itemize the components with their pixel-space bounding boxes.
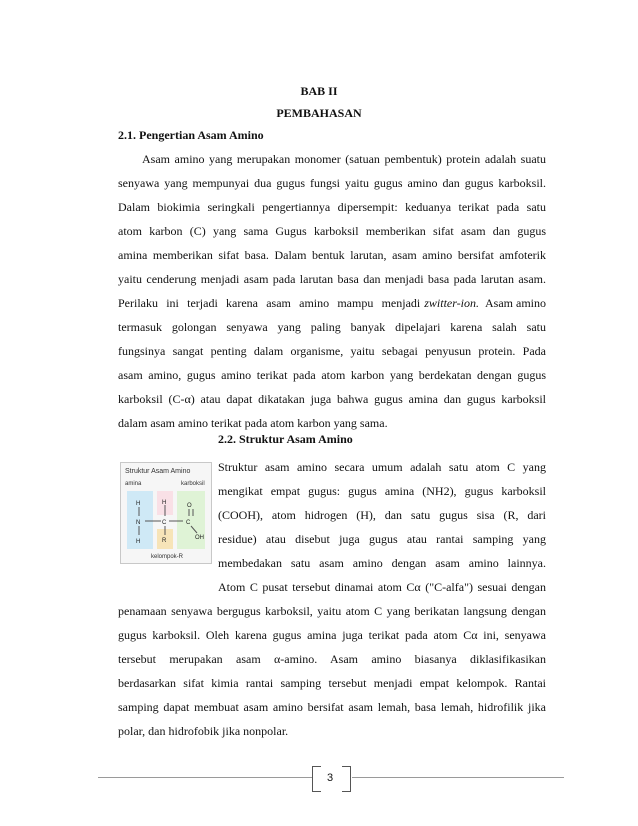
- label-kelompok-r: kelompok-R: [151, 554, 184, 560]
- s1-line-8: termasuk golongan senyawa yang paling banyak dipelajari karena salah satu: [118, 320, 546, 334]
- s1-line-3: Dalam biokimia seringkali pengertiannya dipersempit: keduanya terikat pada satu: [118, 200, 546, 214]
- s1-line-1: Asam amino yang merupakan monomer (satuan pembentuk) protein adalah suatu: [142, 152, 546, 166]
- atom-oh: OH: [195, 535, 204, 541]
- atom-h-bottom: H: [136, 539, 141, 545]
- atom-c-carboxyl: C: [186, 520, 191, 526]
- footer-rule-right: [352, 777, 564, 778]
- amino-acid-structure-figure: [120, 462, 212, 564]
- s2-line-3: (COOH), atom hidrogen (H), dan satu gugus sisa (R, dari: [218, 508, 546, 522]
- s2-line-4: residue) atau disebut juga gugus atau rantai samping yang: [218, 532, 546, 546]
- atom-h-alpha: H: [162, 500, 167, 506]
- atom-o: O: [187, 503, 192, 509]
- s2-line-12: polar, dan hidrofobik jika nonpolar.: [118, 724, 289, 738]
- s2-line-9: tersebut merupakan asam α-amino. Asam amino biasanya diklasifikasikan: [118, 652, 546, 666]
- atom-h-top: H: [136, 501, 141, 507]
- label-karboksil: karboksil: [181, 481, 205, 487]
- s2-line-8: gugus karboksil. Oleh karena gugus amina juga terikat pada atom Cα ini, senyawa: [118, 628, 546, 642]
- section-2-heading: 2.2. Struktur Asam Amino: [218, 432, 353, 446]
- s1-line-9: fungsinya sangat penting dalam organisme, yaitu sebagai penyusun protein. Pada: [118, 344, 546, 358]
- s1-line-5: amina memberikan sifat basa. Dalam bentuk larutan, asam amino bersifat amfoterik: [118, 248, 546, 262]
- section-1-heading: 2.1. Pengertian Asam Amino: [118, 128, 264, 142]
- footer-bracket-right: [342, 766, 351, 792]
- s1-line-10: asam amino, gugus amino terikat pada atom karbon yang berdekatan dengan gugus: [118, 368, 546, 382]
- s2-line-10: berdasarkan sifat kimia rantai samping tersebut menjadi empat kelompok. Rantai: [118, 676, 546, 690]
- s1-line-11: karboksil (C-α) atau dapat dikatakan juga bahwa gugus amina dan gugus karboksil: [118, 392, 546, 406]
- footer-rule-left: [98, 777, 312, 778]
- s1-line-7-text: Perilaku ini terjadi karena asam amino mampu menjadi: [118, 296, 421, 310]
- s2-line-2: mengikat empat gugus: gugus amina (NH2), gugus karboksil: [218, 484, 546, 498]
- s2-line-7: penamaan senyawa bergugus karboksil, yaitu atom C yang berikatan langsung dengan: [118, 604, 546, 618]
- chapter-label: BAB II: [300, 84, 338, 98]
- s1-line-7: [118, 296, 546, 311]
- amino-acid-diagram: [121, 463, 211, 563]
- s1-line-4: atom karbon (C) yang sama Gugus karboksil memberikan sifat asam dan gugus: [118, 224, 546, 238]
- s2-line-6: Atom C pusat tersebut dinamai atom Cα ("C-alfa") sesuai dengan: [218, 580, 546, 594]
- s1-line-7-tail: Asam amino: [485, 296, 546, 310]
- s2-line-1: Struktur asam amino secara umum adalah satu atom C yang: [218, 460, 546, 474]
- zwitter-ion-term: zwitter-ion.: [424, 296, 479, 310]
- page-number: 3: [326, 772, 334, 784]
- label-amina: amina: [125, 481, 142, 487]
- atom-r: R: [162, 538, 167, 544]
- s2-line-5: membedakan satu asam amino dengan asam amino lainnya.: [218, 556, 546, 570]
- s1-line-6: yaitu cenderung menjadi asam pada larutan basa dan menjadi basa pada larutan asam.: [118, 272, 546, 286]
- atom-c-alpha: C: [162, 520, 167, 526]
- figure-title: Struktur Asam Amino: [125, 468, 191, 475]
- chapter-title: PEMBAHASAN: [276, 106, 362, 120]
- s1-line-12: dalam asam amino terikat pada atom karbon yang sama.: [118, 416, 388, 430]
- s2-line-11: samping dapat membuat asam amino bersifat asam lemah, basa lemah, hidrofilik jika: [118, 700, 546, 714]
- s1-line-2: senyawa yang mempunyai dua gugus fungsi yaitu gugus amino dan gugus karboksil.: [118, 176, 546, 190]
- atom-n: N: [136, 520, 141, 526]
